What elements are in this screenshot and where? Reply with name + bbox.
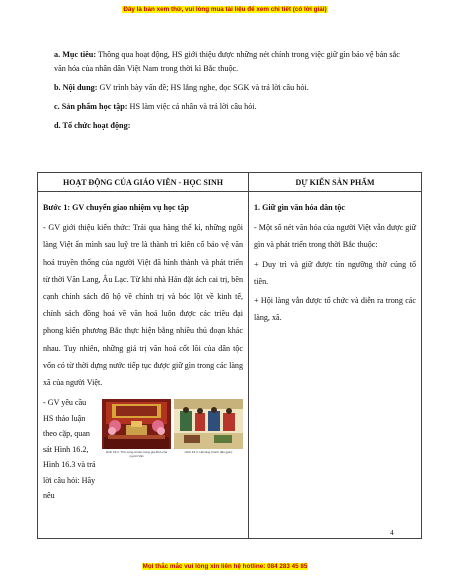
figure-16-2-caption: Hình 16.2. Thờ cúng tổ tiên trong gia đình của người Việt [105, 450, 168, 459]
hotline-banner-text: Mọi thắc mắc vui lòng xin liên hệ hotline: 084 283 45 85 [142, 563, 308, 570]
ancestor-altar-image [102, 399, 171, 449]
product-text-2: + Duy trì và giữ được tín ngưỡng thờ cúng tổ tiên. [254, 259, 416, 286]
table-header-row [38, 173, 422, 192]
page-number: 4 [390, 528, 394, 537]
product-text-3: + Hội làng vẫn được tổ chức và diễn ra trong các làng, xã. [254, 296, 416, 323]
organization-paragraph [54, 119, 406, 133]
organization-label: d. Tổ chức hoạt động: [54, 121, 131, 130]
content-paragraph [54, 81, 406, 95]
preview-banner [0, 6, 450, 13]
figure-16-3 [174, 399, 243, 504]
activity-intro [54, 48, 406, 138]
task-with-figures [43, 395, 243, 504]
table-row [38, 192, 422, 539]
figure-16-3-caption: Hình 16.3. Hội làng (tranh dân gian) [184, 450, 233, 455]
village-festival-image [174, 399, 243, 449]
hotline-banner [0, 563, 450, 570]
discussion-task-text: - GV yêu cầu HS thảo luận theo cặp, quan sát Hình 16.2, Hình 16.3 và trả lời câu hỏi: Hãy nêu [43, 398, 96, 501]
product-label: c. Sản phẩm học tập: [54, 102, 128, 111]
preview-banner-text: Đây là bản xem thử, vui lòng mua tài liệu để xem chi tiết (có lời giải) [123, 6, 327, 13]
step-title: Bước 1: GV chuyển giao nhiệm vụ học tập [43, 203, 189, 212]
teacher-activity-cell [38, 192, 249, 539]
product-text-1: - Một số nét văn hóa của người Việt vẫn được giữ gìn và phát triển trong thời Bắc thuộc: [254, 223, 416, 250]
expected-product-cell [249, 192, 422, 539]
content-text: GV trình bày vấn đề; HS lắng nghe, đọc SGK và trả lời câu hỏi. [97, 83, 309, 92]
objective-label: a. Mục tiêu: [54, 50, 97, 59]
figure-group [102, 395, 243, 504]
product-section-title: 1. Giữ gìn văn hóa dân tộc [254, 203, 345, 212]
objective-text: Thông qua hoạt động, HS giới thiệu được những nét chính trong việc giữ gìn bảo vệ bản sắc văn hóa của nhân dân Việt Nam trong thời kì Bắc thuộc. [54, 50, 400, 73]
header-expected-product: DỰ KIẾN SẢN PHẨM [249, 173, 422, 192]
product-text: HS làm việc cá nhân và trả lời câu hỏi. [127, 102, 257, 111]
activity-table [37, 172, 422, 539]
product-paragraph [54, 100, 406, 114]
content-label: b. Nội dung: [54, 83, 98, 92]
header-teacher-student: HOẠT ĐỘNG CỦA GIÁO VIÊN - HỌC SINH [38, 173, 249, 192]
figure-16-2 [102, 399, 171, 504]
objective-paragraph [54, 48, 406, 76]
teacher-intro-text: - GV giới thiệu kiến thức: Trải qua hàng thế kỉ, những ngôi làng Việt ẩn mình sau luỹ tre là thành trì kiên cố bảo vệ văn hoá truyền thống của người Việt đã hình thành và phát triển từ thời Văn Lang, Âu Lạc. Từ khi nhà Hán đặt ách cai trị, bên cạnh chính sách đô hộ về chính trị và bóc lột về kinh tế, chính sách đồng hoá về văn hoá luôn được các triều đại phong kiến phương Bắc thực hiện bằng nhiều thủ đoạn khác nhau. Tuy nhiên, những giá trị văn hoá cốt lõi của dân tộc vốn có từ thời dựng nước tiếp tục được giữ gìn trong các làng xã của người Việt. [43, 223, 243, 388]
